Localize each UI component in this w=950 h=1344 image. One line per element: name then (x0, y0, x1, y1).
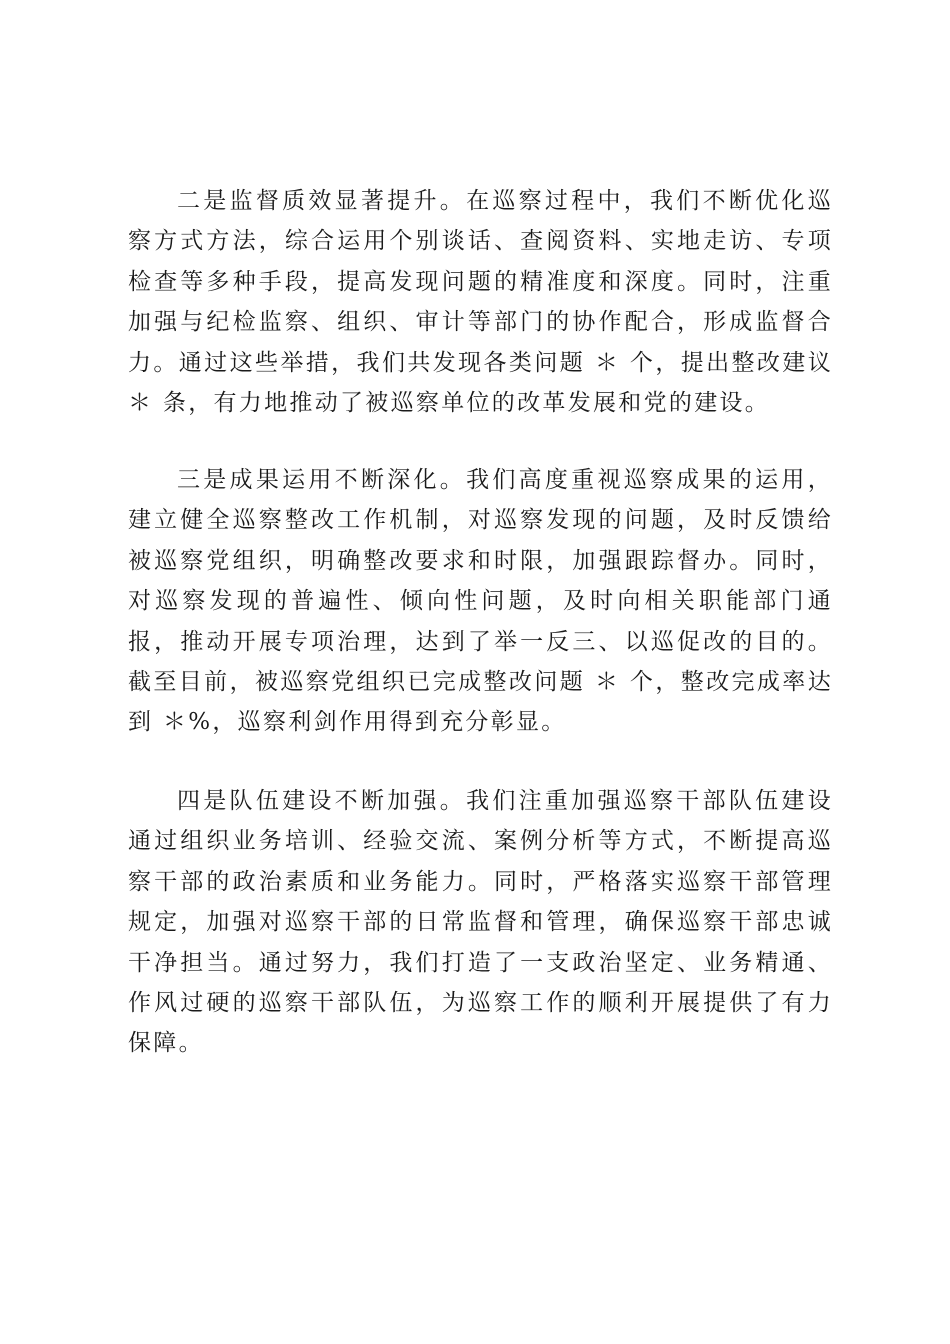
paragraph-results-application: 三是成果运用不断深化。我们高度重视巡察成果的运用，建立健全巡察整改工作机制，对巡察发现的问题，及时反馈给被巡察党组织，明确整改要求和时限，加强跟踪督办。同时，对巡察发现的普遍性、倾向性问题，及时向相关职能部门通报，推动开展专项治理，达到了举一反三、以巡促改的目的。截至目前，被巡察党组织已完成整改问题 ＊ 个，整改完成率达到 ＊%，巡察利剑作用得到充分彰显。 (128, 467, 833, 736)
paragraph-supervision-effectiveness: 二是监督质效显著提升。在巡察过程中，我们不断优化巡察方式方法，综合运用个别谈话、查阅资料、实地走访、专项检查等多种手段，提高发现问题的精准度和深度。同时，注重加强与纪检监察、组织、审计等部门的协作配合，形成监督合力。通过这些举措，我们共发现各类问题 ＊ 个，提出整改建议 ＊ 条，有力地推动了被巡察单位的改革发展和党的建设。 (128, 188, 833, 417)
paragraph-team-building: 四是队伍建设不断加强。我们注重加强巡察干部队伍建设通过组织业务培训、经验交流、案例分析等方式，不断提高巡察干部的政治素质和业务能力。同时，严格落实巡察干部管理规定，加强对巡察干部的日常监督和管理，确保巡察干部忠诚干净担当。通过努力，我们打造了一支政治坚定、业务精通、作风过硬的巡察干部队伍，为巡察工作的顺利开展提供了有力保障。 (128, 788, 833, 1057)
